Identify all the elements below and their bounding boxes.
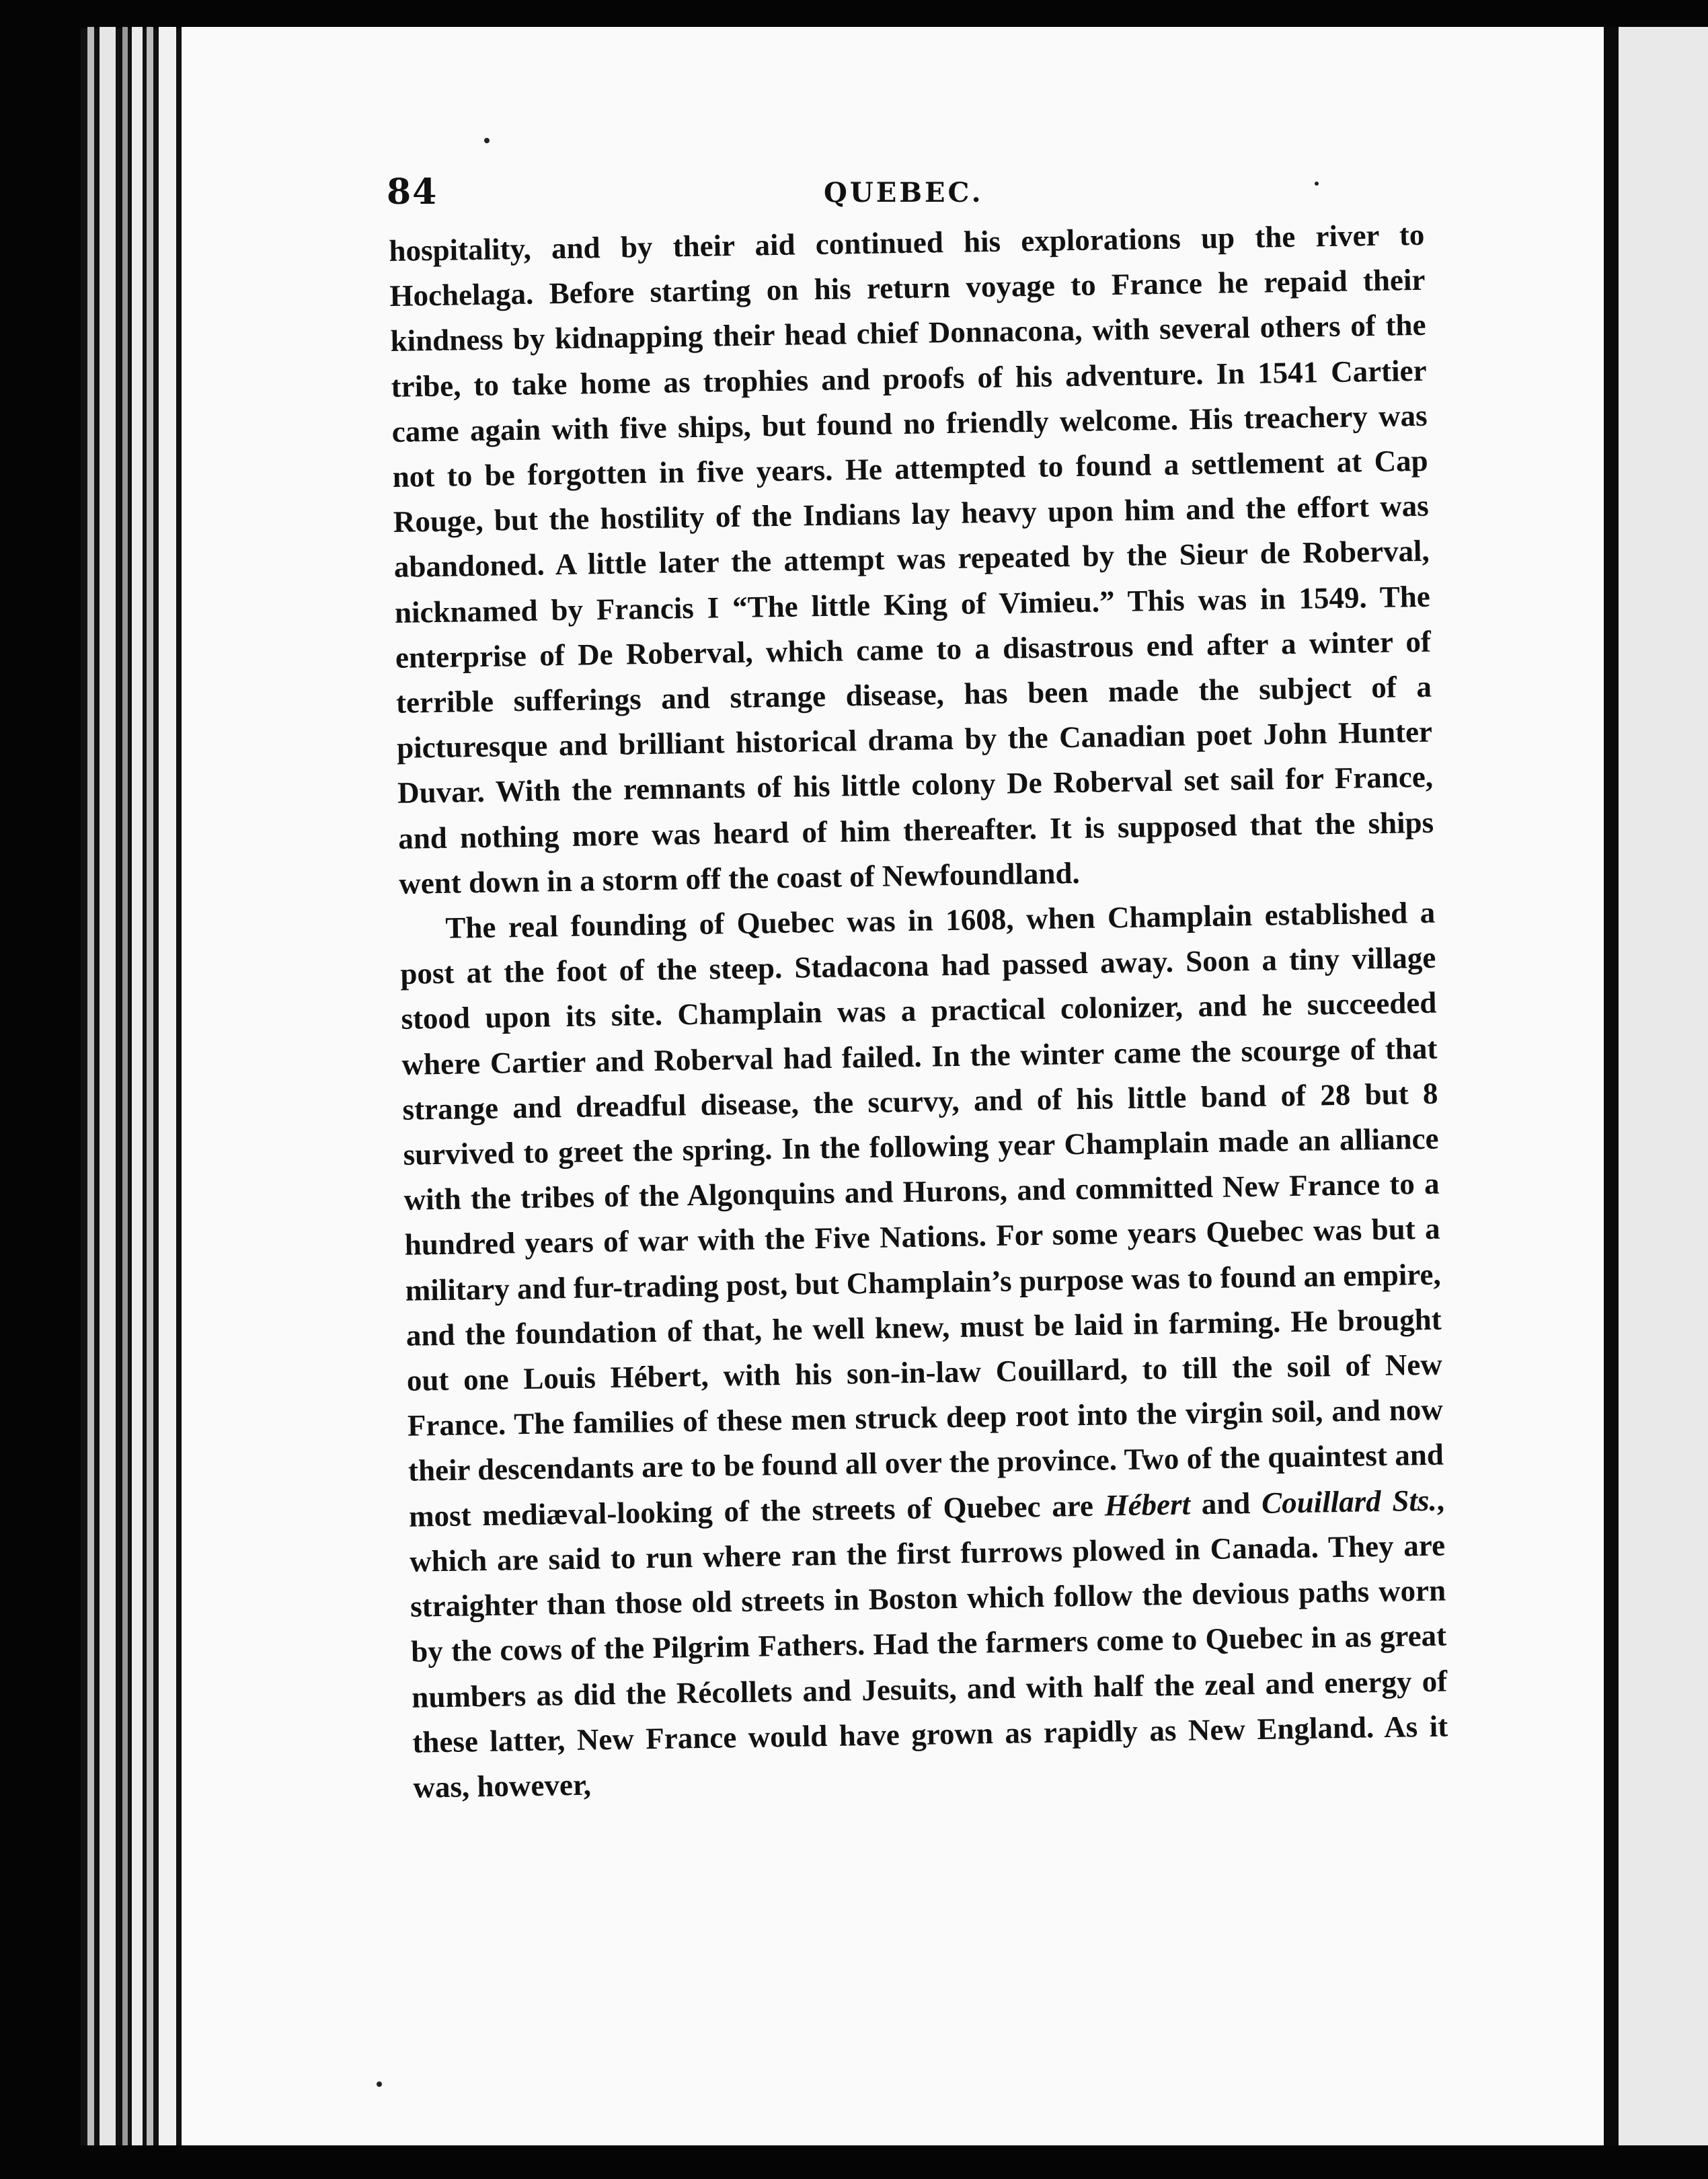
book-edge-strip [87, 27, 94, 2145]
body-text [389, 213, 1449, 1810]
italic-street-couillard: Couillard Sts. [1261, 1483, 1438, 1520]
book-edge-strip [132, 27, 143, 2145]
paragraph-2-text-b: , which are said to run where ran the first furrows plowed in Canada. They are straighter than those old streets in Boston which follow the devious paths worn by the cows of the Pilgrim Fathers. Had the farmers come to Quebec in as great numbers as did the Récollets and Jesuits, and with half the zeal and energy of these latter, New France would have grown as rapidly as New England. As it was, however, [409, 1483, 1448, 1804]
italic-street-hebert: Hébert [1104, 1487, 1191, 1523]
running-head: QUEBEC. [824, 177, 984, 208]
book-edge-strip [159, 27, 176, 2145]
scan-bottom-margin [81, 2145, 1708, 2179]
scan-left-margin [0, 0, 81, 2179]
ink-speck [484, 138, 490, 143]
book-gutter [1604, 27, 1619, 2145]
facing-page-edge [1619, 27, 1708, 2145]
paragraph-2-text-a: The real founding of Quebec was in 1608, when Champlain established a post at the foot of the steep. Stadacona had passed away. Soon a tiny village stood upon its site. Champlain was a practical colonizer, and he succeeded where Cartier and Roberval had failed. In the winter came the scourge of that strange and dreadful disease, the scurvy, and of his little band of 28 but 8 survived to greet the spring. In the following year Champlain made an alliance with the tribes of the Algonquins and Hurons, and committed New France to a hundred years of war with the Five Nations. For some years Quebec was but a military and fur-trading post, but Champlain’s purpose was to found an empire, and the foundation of that, he well knew, must be laid in farming. He brought out one Louis Hébert, with his son-in-law Couillard, to till the soil of New France. The families of these men struck deep root into the virgin soil, and now their descendants are to be found all over the province. Two of the quaintest and most mediæval-looking of the streets of Quebec are [400, 895, 1444, 1533]
book-edge-strip [100, 27, 116, 2145]
book-edge-strip [147, 27, 153, 2145]
ink-speck [377, 2081, 382, 2087]
paragraph-2 [399, 890, 1449, 1810]
paragraph-1: hospitality, and by their aid continued his explorations up the river to Hochelaga. Before starting on his return voyage to France he repaid their kindness by kidnapping their head chief Donnacona, with several others of the tribe, to take home as trophies and proofs of his adventure. In 1541 Cartier came again with five ships, but found no friendly welcome. His treachery was not to be forgotten in five years. He attempted to found a settlement at Cap Rouge, but the hostility of the Indians lay heavy upon him and the effort was abandoned. A little later the attempt was repeated by the Sieur de Roberval, nicknamed by Francis I “The little King of Vimieu.” This was in 1549. The enterprise of De Roberval, which came to a disastrous end after a winter of terrible sufferings and strange disease, has been made the subject of a picturesque and brilliant historical drama by the Canadian poet John Hunter Duvar. With the remnants of his little colony De Roberval set sail for France, and nothing more was heard of him thereafter. It is supposed that the ships went down in a storm off the coast of Newfoundland. [389, 217, 1434, 901]
paragraph-2-connector: and [1201, 1486, 1251, 1521]
book-edge-strip [122, 27, 128, 2145]
scan-top-margin [81, 0, 1708, 28]
page-number: 84 [387, 171, 438, 213]
